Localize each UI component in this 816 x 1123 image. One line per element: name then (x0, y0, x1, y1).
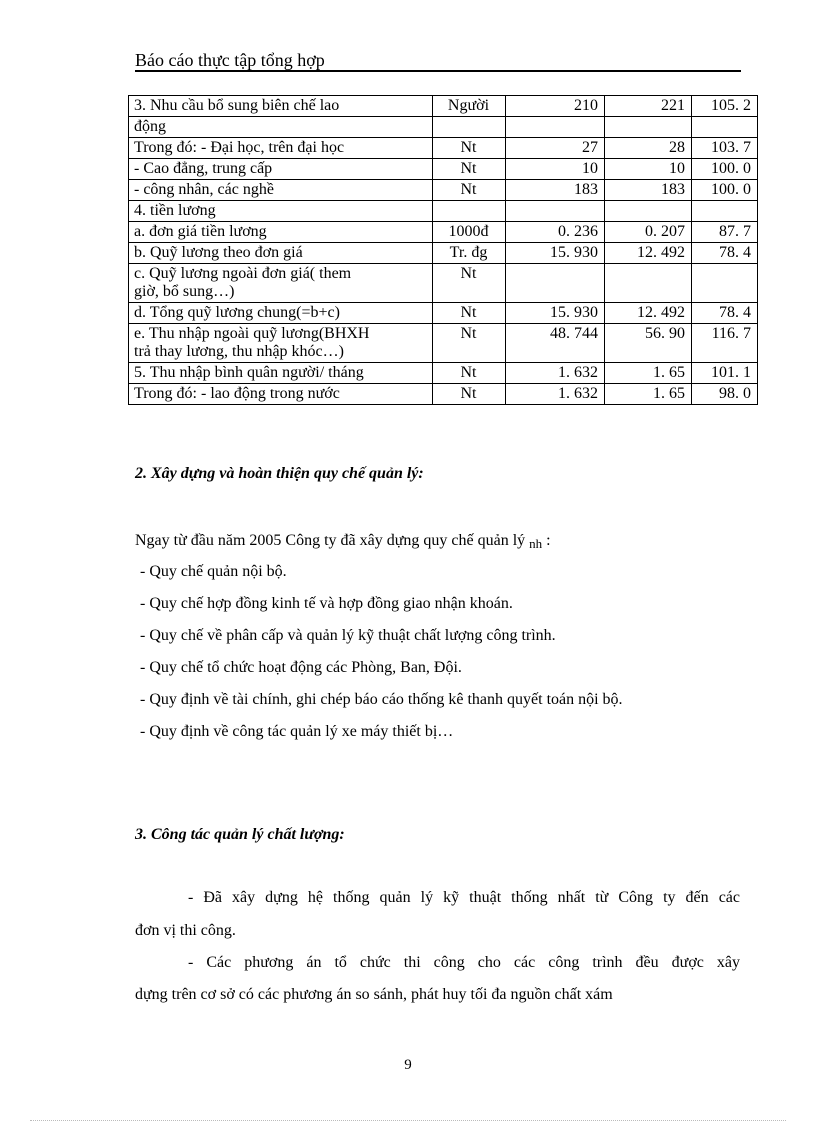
row-percent: 78. 4 (692, 303, 758, 324)
section-2-heading: 2. Xây dựng và hoàn thiện quy chế quản lý: (135, 465, 424, 482)
row-label: Trong đó: - lao động trong nước (129, 384, 433, 405)
row-label: động (129, 117, 433, 138)
row-percent: 101. 1 (692, 363, 758, 384)
header-underline (135, 70, 741, 72)
row-label-line-1: e. Thu nhập ngoài quỹ lương(BHXH (134, 325, 370, 342)
list-item: - Quy chế hợp đồng kinh tế và hợp đồng giao nhận khoán. (140, 595, 513, 612)
row-unit (433, 117, 506, 138)
list-item: - Quy chế quản nội bộ. (140, 563, 287, 580)
row-percent (692, 201, 758, 222)
row-label-line-2: trả thay lương, thu nhập khóc…) (134, 343, 344, 360)
row-value-2 (605, 264, 692, 303)
row-value-2: 10 (605, 159, 692, 180)
row-label: b. Quỹ lương theo đơn giá (129, 243, 433, 264)
row-label: d. Tổng quỹ lương chung(=b+c) (129, 303, 433, 324)
row-value-1 (506, 264, 605, 303)
row-percent: 116. 7 (692, 324, 758, 363)
row-unit: Nt (433, 324, 506, 363)
table-row (129, 384, 758, 405)
table-row (129, 138, 758, 159)
row-percent (692, 117, 758, 138)
row-value-2 (605, 117, 692, 138)
row-value-1 (506, 117, 605, 138)
row-value-2: 1. 65 (605, 363, 692, 384)
row-percent: 78. 4 (692, 243, 758, 264)
table-row (129, 243, 758, 264)
row-value-1: 183 (506, 180, 605, 201)
intro-colon: : (546, 532, 551, 549)
labor-wage-table (128, 95, 758, 405)
row-label (129, 264, 433, 303)
table-row (129, 363, 758, 384)
row-unit: 1000đ (433, 222, 506, 243)
row-label: - công nhân, các nghề (129, 180, 433, 201)
row-percent (692, 264, 758, 303)
row-label (129, 324, 433, 363)
row-value-1: 1. 632 (506, 384, 605, 405)
table-row (129, 222, 758, 243)
table-row (129, 303, 758, 324)
list-item: - Quy chế tổ chức hoạt động các Phòng, Ban, Đội. (140, 659, 462, 676)
row-percent: 100. 0 (692, 159, 758, 180)
row-unit: Nt (433, 384, 506, 405)
row-label: a. đơn giá tiền lương (129, 222, 433, 243)
row-label: - Cao đẳng, trung cấp (129, 159, 433, 180)
row-label: 4. tiền lương (129, 201, 433, 222)
row-value-1: 15. 930 (506, 243, 605, 264)
row-value-1: 1. 632 (506, 363, 605, 384)
row-value-2: 0. 207 (605, 222, 692, 243)
section-3-paragraph-1-line-2: đơn vị thi công. (135, 922, 236, 939)
list-item: - Quy chế về phân cấp và quản lý kỹ thuật chất lượng công trình. (140, 627, 556, 644)
row-value-1: 0. 236 (506, 222, 605, 243)
row-unit: Tr. đg (433, 243, 506, 264)
table-row (129, 96, 758, 117)
row-value-1 (506, 201, 605, 222)
row-value-1: 27 (506, 138, 605, 159)
row-percent: 87. 7 (692, 222, 758, 243)
row-label: Trong đó: - Đại học, trên đại học (129, 138, 433, 159)
row-value-2: 28 (605, 138, 692, 159)
row-unit: Nt (433, 264, 506, 303)
row-label-line-1: c. Quỹ lương ngoài đơn giá( them (134, 265, 352, 282)
row-value-2: 56. 90 (605, 324, 692, 363)
section-2-intro (135, 531, 551, 550)
table-row (129, 201, 758, 222)
row-percent: 105. 2 (692, 96, 758, 117)
row-value-1: 48. 744 (506, 324, 605, 363)
row-value-1: 210 (506, 96, 605, 117)
section-3-heading: 3. Công tác quản lý chất lượng: (135, 826, 345, 843)
row-label: 3. Nhu cầu bổ sung biên chế lao (129, 96, 433, 117)
row-percent: 98. 0 (692, 384, 758, 405)
report-header-title: Báo cáo thực tập tổng hợp (135, 50, 325, 70)
row-percent: 100. 0 (692, 180, 758, 201)
intro-small-text: nh (529, 536, 543, 551)
row-label: 5. Thu nhập bình quân người/ tháng (129, 363, 433, 384)
table-row (129, 159, 758, 180)
section-3-paragraph-2-line-1: - Các phương án tổ chức thi công cho các công trình đều được xây (188, 954, 740, 971)
row-value-2: 12. 492 (605, 303, 692, 324)
row-value-2: 1. 65 (605, 384, 692, 405)
list-item: - Quy định về công tác quản lý xe máy thiết bị… (140, 723, 454, 740)
table-row (129, 180, 758, 201)
row-value-2 (605, 201, 692, 222)
page-bottom-divider (30, 1120, 786, 1121)
list-item: - Quy định về tài chính, ghi chép báo cáo thống kê thanh quyết toán nội bộ. (140, 691, 623, 708)
page-number: 9 (404, 1057, 412, 1073)
row-unit (433, 201, 506, 222)
row-value-1: 15. 930 (506, 303, 605, 324)
row-value-2: 221 (605, 96, 692, 117)
table-row (129, 324, 758, 363)
table-row (129, 117, 758, 138)
row-unit: Nt (433, 363, 506, 384)
row-unit: Nt (433, 159, 506, 180)
intro-text: Ngay từ đầu năm 2005 Công ty đã xây dựng quy chế quản lý (135, 532, 526, 549)
row-unit: Nt (433, 303, 506, 324)
row-value-2: 183 (605, 180, 692, 201)
row-unit: Người (433, 96, 506, 117)
row-label-line-2: giờ, bổ sung…) (134, 283, 235, 300)
row-unit: Nt (433, 180, 506, 201)
row-value-1: 10 (506, 159, 605, 180)
section-3-paragraph-1-line-1: - Đã xây dựng hệ thống quản lý kỹ thuật thống nhất từ Công ty đến các (188, 889, 740, 906)
table-row (129, 264, 758, 303)
row-unit: Nt (433, 138, 506, 159)
row-percent: 103. 7 (692, 138, 758, 159)
section-3-paragraph-2-line-2: dựng trên cơ sở có các phương án so sánh, phát huy tối đa nguồn chất xám (135, 986, 613, 1003)
row-value-2: 12. 492 (605, 243, 692, 264)
